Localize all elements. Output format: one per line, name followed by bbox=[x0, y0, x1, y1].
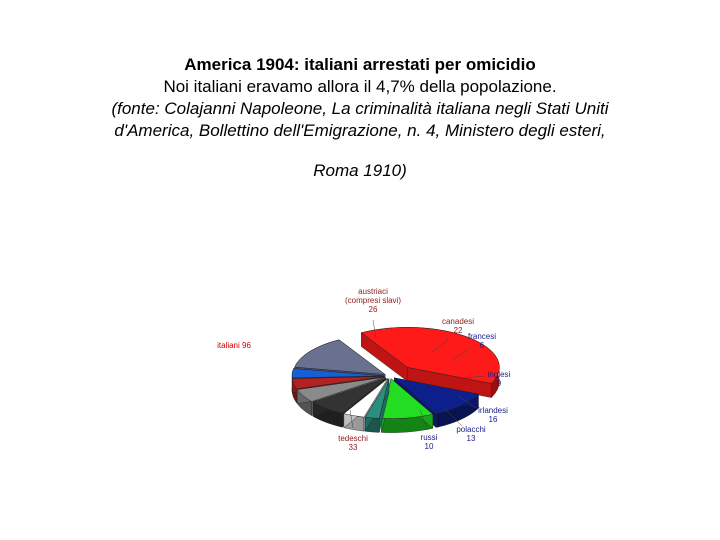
label-inglesi-line: inglesi bbox=[487, 370, 511, 379]
source-line-1: (fonte: Colajanni Napoleone, La criminalità italiana negli Stati Uniti bbox=[111, 99, 609, 118]
chart-title: America 1904: italiani arrestati per omicidio bbox=[184, 55, 536, 74]
label-russi-line: 10 bbox=[424, 442, 434, 451]
label-polacchi-line: polacchi bbox=[456, 425, 486, 434]
chart-subtitle: Noi italiani eravamo allora il 4,7% della popolazione. bbox=[163, 77, 557, 96]
label-italiani bbox=[217, 341, 251, 350]
label-irlandesi-line: irlandesi bbox=[478, 406, 508, 415]
label-polacchi-line: 13 bbox=[466, 434, 476, 443]
label-tedeschi bbox=[338, 434, 368, 452]
label-italiani-line: italiani 96 bbox=[217, 341, 251, 350]
label-russi bbox=[421, 433, 438, 451]
label-austriaci bbox=[345, 287, 401, 314]
source-line-3: Roma 1910) bbox=[313, 161, 407, 180]
label-francesi-line: francesi bbox=[467, 332, 497, 341]
label-canadesi-line: 22 bbox=[453, 326, 463, 335]
label-irlandesi bbox=[478, 406, 508, 424]
pie-chart bbox=[200, 280, 520, 460]
label-francesi-line: 6 bbox=[479, 341, 485, 350]
label-canadesi-line: canadesi bbox=[441, 317, 475, 326]
source-line-2: d'America, Bollettino dell'Emigrazione, n. 4, Ministero degli esteri, bbox=[114, 121, 606, 140]
caption-block bbox=[0, 54, 720, 182]
label-tedeschi-line: tedeschi bbox=[338, 434, 368, 443]
label-tedeschi-line: 33 bbox=[348, 443, 358, 452]
label-inglesi-line: 9 bbox=[496, 379, 502, 388]
label-austriaci-line: 26 bbox=[368, 305, 378, 314]
label-polacchi bbox=[456, 425, 486, 443]
label-austriaci-line: (compresi slavi) bbox=[344, 296, 402, 305]
label-austriaci-line: austriaci bbox=[358, 287, 388, 296]
label-irlandesi-line: 16 bbox=[488, 415, 498, 424]
label-russi-line: russi bbox=[420, 433, 438, 442]
